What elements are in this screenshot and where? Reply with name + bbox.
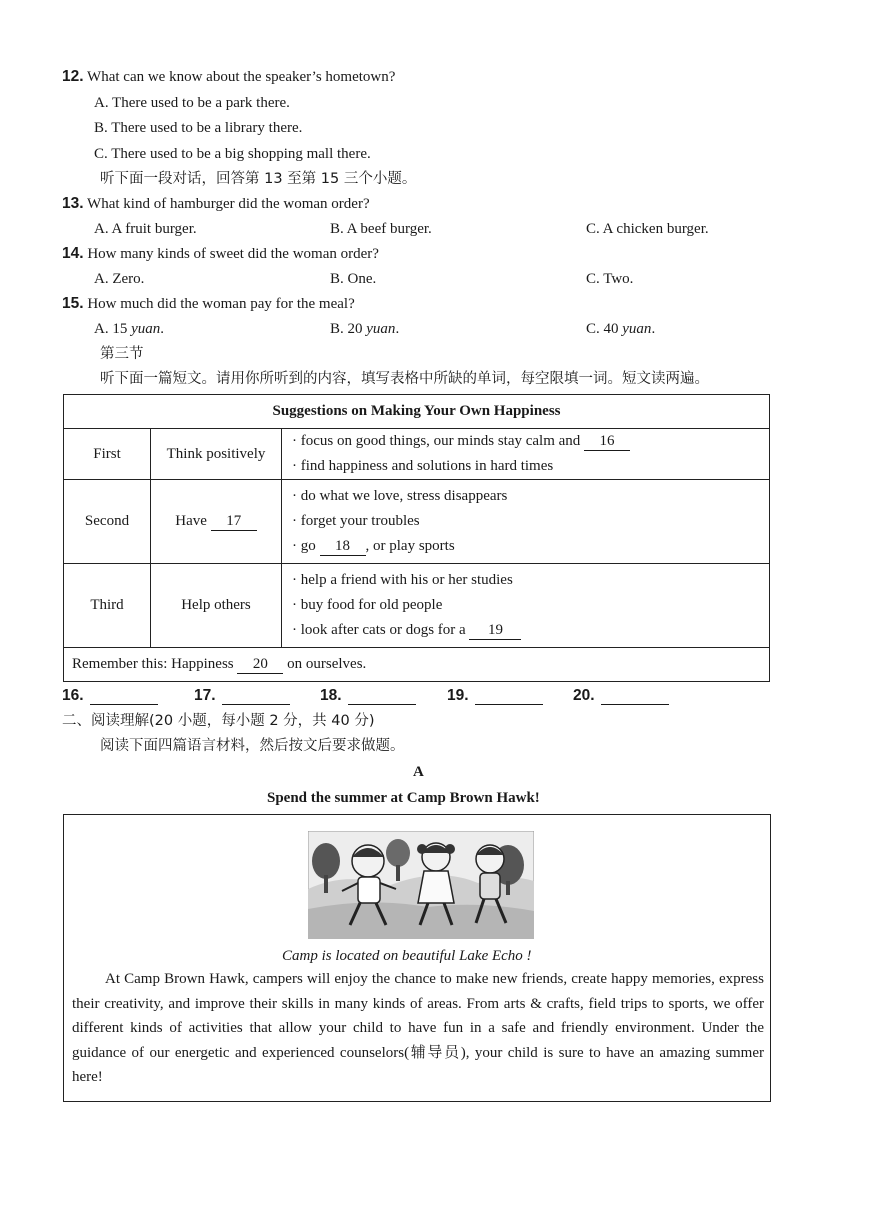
- row-label: Second: [64, 480, 151, 564]
- option-text: B. 20: [330, 321, 367, 337]
- table-row: [64, 429, 770, 480]
- option-suffix: .: [395, 321, 400, 337]
- blank-17: 17: [211, 513, 257, 531]
- children-walking-illustration-icon: [308, 831, 534, 939]
- question-number: 12.: [62, 68, 84, 85]
- answer-blank-17[interactable]: [194, 687, 290, 705]
- answer-line[interactable]: [601, 688, 669, 705]
- answer-line[interactable]: [222, 688, 290, 705]
- option-unit: yuan: [366, 321, 396, 337]
- answer-label: 16.: [62, 687, 84, 704]
- answer-blank-20[interactable]: [573, 687, 669, 705]
- question-stem: How many kinds of sweet did the woman order?: [87, 246, 379, 262]
- option-suffix: .: [160, 321, 165, 337]
- table-row: [64, 480, 770, 564]
- row-bullets: [282, 564, 770, 648]
- option: B. A beef burger.: [330, 221, 432, 237]
- table-row: [64, 648, 770, 682]
- option: C. A chicken burger.: [586, 221, 709, 237]
- row-label: Third: [64, 564, 151, 648]
- passage-title: Spend the summer at Camp Brown Hawk!: [267, 790, 540, 806]
- row-sub: Help others: [151, 564, 282, 648]
- answer-blank-19[interactable]: [447, 687, 543, 705]
- answer-blank-16[interactable]: [62, 687, 158, 705]
- option-text: C. 40: [586, 321, 623, 337]
- passage-body: At Camp Brown Hawk, campers will enjoy the chance to make new friends, create happy memories, express their creativity, and improve their skills in many kinds of areas. From arts & crafts, field trips to sports, we offer different kinds of activities that allow your child to have fun in a safe and friendly environment. Under the guidance of our energetic and experienced counselors(辅导员), your child is sure to have an amazing summer here!: [72, 971, 764, 1085]
- table-title-row: [64, 395, 770, 429]
- bullet-text: · focus on good things, our minds stay calm and: [292, 433, 585, 449]
- option-suffix: .: [651, 321, 656, 337]
- answer-line[interactable]: [475, 688, 543, 705]
- row-sub-text: Have: [175, 512, 211, 529]
- row-sub: Think positively: [151, 429, 282, 480]
- illustration-caption: Camp is located on beautiful Lake Echo !: [282, 948, 532, 964]
- bullet: · buy food for old people: [292, 597, 443, 613]
- row-bullets: [282, 480, 770, 564]
- answer-line[interactable]: [90, 688, 158, 705]
- question-stem: How much did the woman pay for the meal?: [87, 296, 355, 312]
- answer-blank-18[interactable]: [320, 687, 416, 705]
- question-13: [62, 194, 370, 214]
- remember-text: Remember this: Happiness: [72, 655, 238, 672]
- option: A. Zero.: [94, 271, 145, 287]
- blank-18: 18: [320, 538, 366, 556]
- answer-label: 19.: [447, 687, 469, 704]
- section-3-title: 第三节: [100, 346, 144, 362]
- answer-label: 17.: [194, 687, 216, 704]
- question-number: 13.: [62, 195, 84, 212]
- option: [330, 319, 399, 339]
- bullet: · do what we love, stress disappears: [292, 488, 508, 504]
- bullet: [292, 618, 769, 643]
- question-12: [62, 67, 395, 87]
- question-number: 14.: [62, 245, 84, 262]
- question-number: 15.: [62, 295, 84, 312]
- option: C. Two.: [586, 271, 634, 287]
- option: B. There used to be a library there.: [94, 120, 303, 136]
- bullet: · find happiness and solutions in hard times: [292, 458, 554, 474]
- instruction-13-15: 听下面一段对话，回答第 13 至第 15 三个小题。: [100, 171, 417, 187]
- question-15: [62, 294, 355, 314]
- table-row: [64, 564, 770, 648]
- row-label: First: [64, 429, 151, 480]
- option: [94, 319, 164, 339]
- passage-letter: A: [413, 764, 424, 780]
- bullet: [292, 429, 769, 454]
- question-stem: What can we know about the speaker’s hometown?: [87, 69, 396, 85]
- answer-label: 18.: [320, 687, 342, 704]
- option-unit: yuan: [131, 321, 161, 337]
- option: [586, 319, 655, 339]
- remember-text: on ourselves.: [283, 655, 367, 672]
- bullet: · forget your troubles: [292, 513, 420, 529]
- passage-a-box: [63, 814, 771, 1102]
- part-2-title: 二、阅读理解(20 小题，每小题 2 分，共 40 分): [62, 713, 375, 729]
- bullet: · help a friend with his or her studies: [292, 572, 513, 588]
- bullet: [292, 534, 769, 559]
- option: A. There used to be a park there.: [94, 95, 290, 111]
- bullet-text: · look after cats or dogs for a: [292, 622, 470, 638]
- question-14: [62, 244, 379, 264]
- answer-line[interactable]: [348, 688, 416, 705]
- table-title: Suggestions on Making Your Own Happiness: [64, 395, 770, 429]
- option: B. One.: [330, 271, 377, 287]
- blank-20: 20: [237, 656, 283, 674]
- suggestions-table: [63, 394, 770, 682]
- option: C. There used to be a big shopping mall there.: [94, 146, 371, 162]
- option-text: A. 15: [94, 321, 132, 337]
- section-3-instruction: 听下面一篇短文。请用你所听到的内容，填写表格中所缺的单词，每空限填一词。短文读两遍。: [100, 371, 709, 387]
- bullet-text: · go: [292, 538, 320, 554]
- remember-row: [64, 648, 770, 682]
- option: A. A fruit burger.: [94, 221, 197, 237]
- bullet-text: , or play sports: [365, 538, 455, 554]
- blank-16: 16: [584, 433, 630, 451]
- answer-label: 20.: [573, 687, 595, 704]
- blank-19: 19: [469, 622, 521, 640]
- option-unit: yuan: [622, 321, 652, 337]
- part-2-instruction: 阅读下面四篇语言材料，然后按文后要求做题。: [100, 738, 405, 754]
- question-stem: What kind of hamburger did the woman order?: [87, 196, 370, 212]
- row-sub: [151, 480, 282, 564]
- row-bullets: [282, 429, 770, 480]
